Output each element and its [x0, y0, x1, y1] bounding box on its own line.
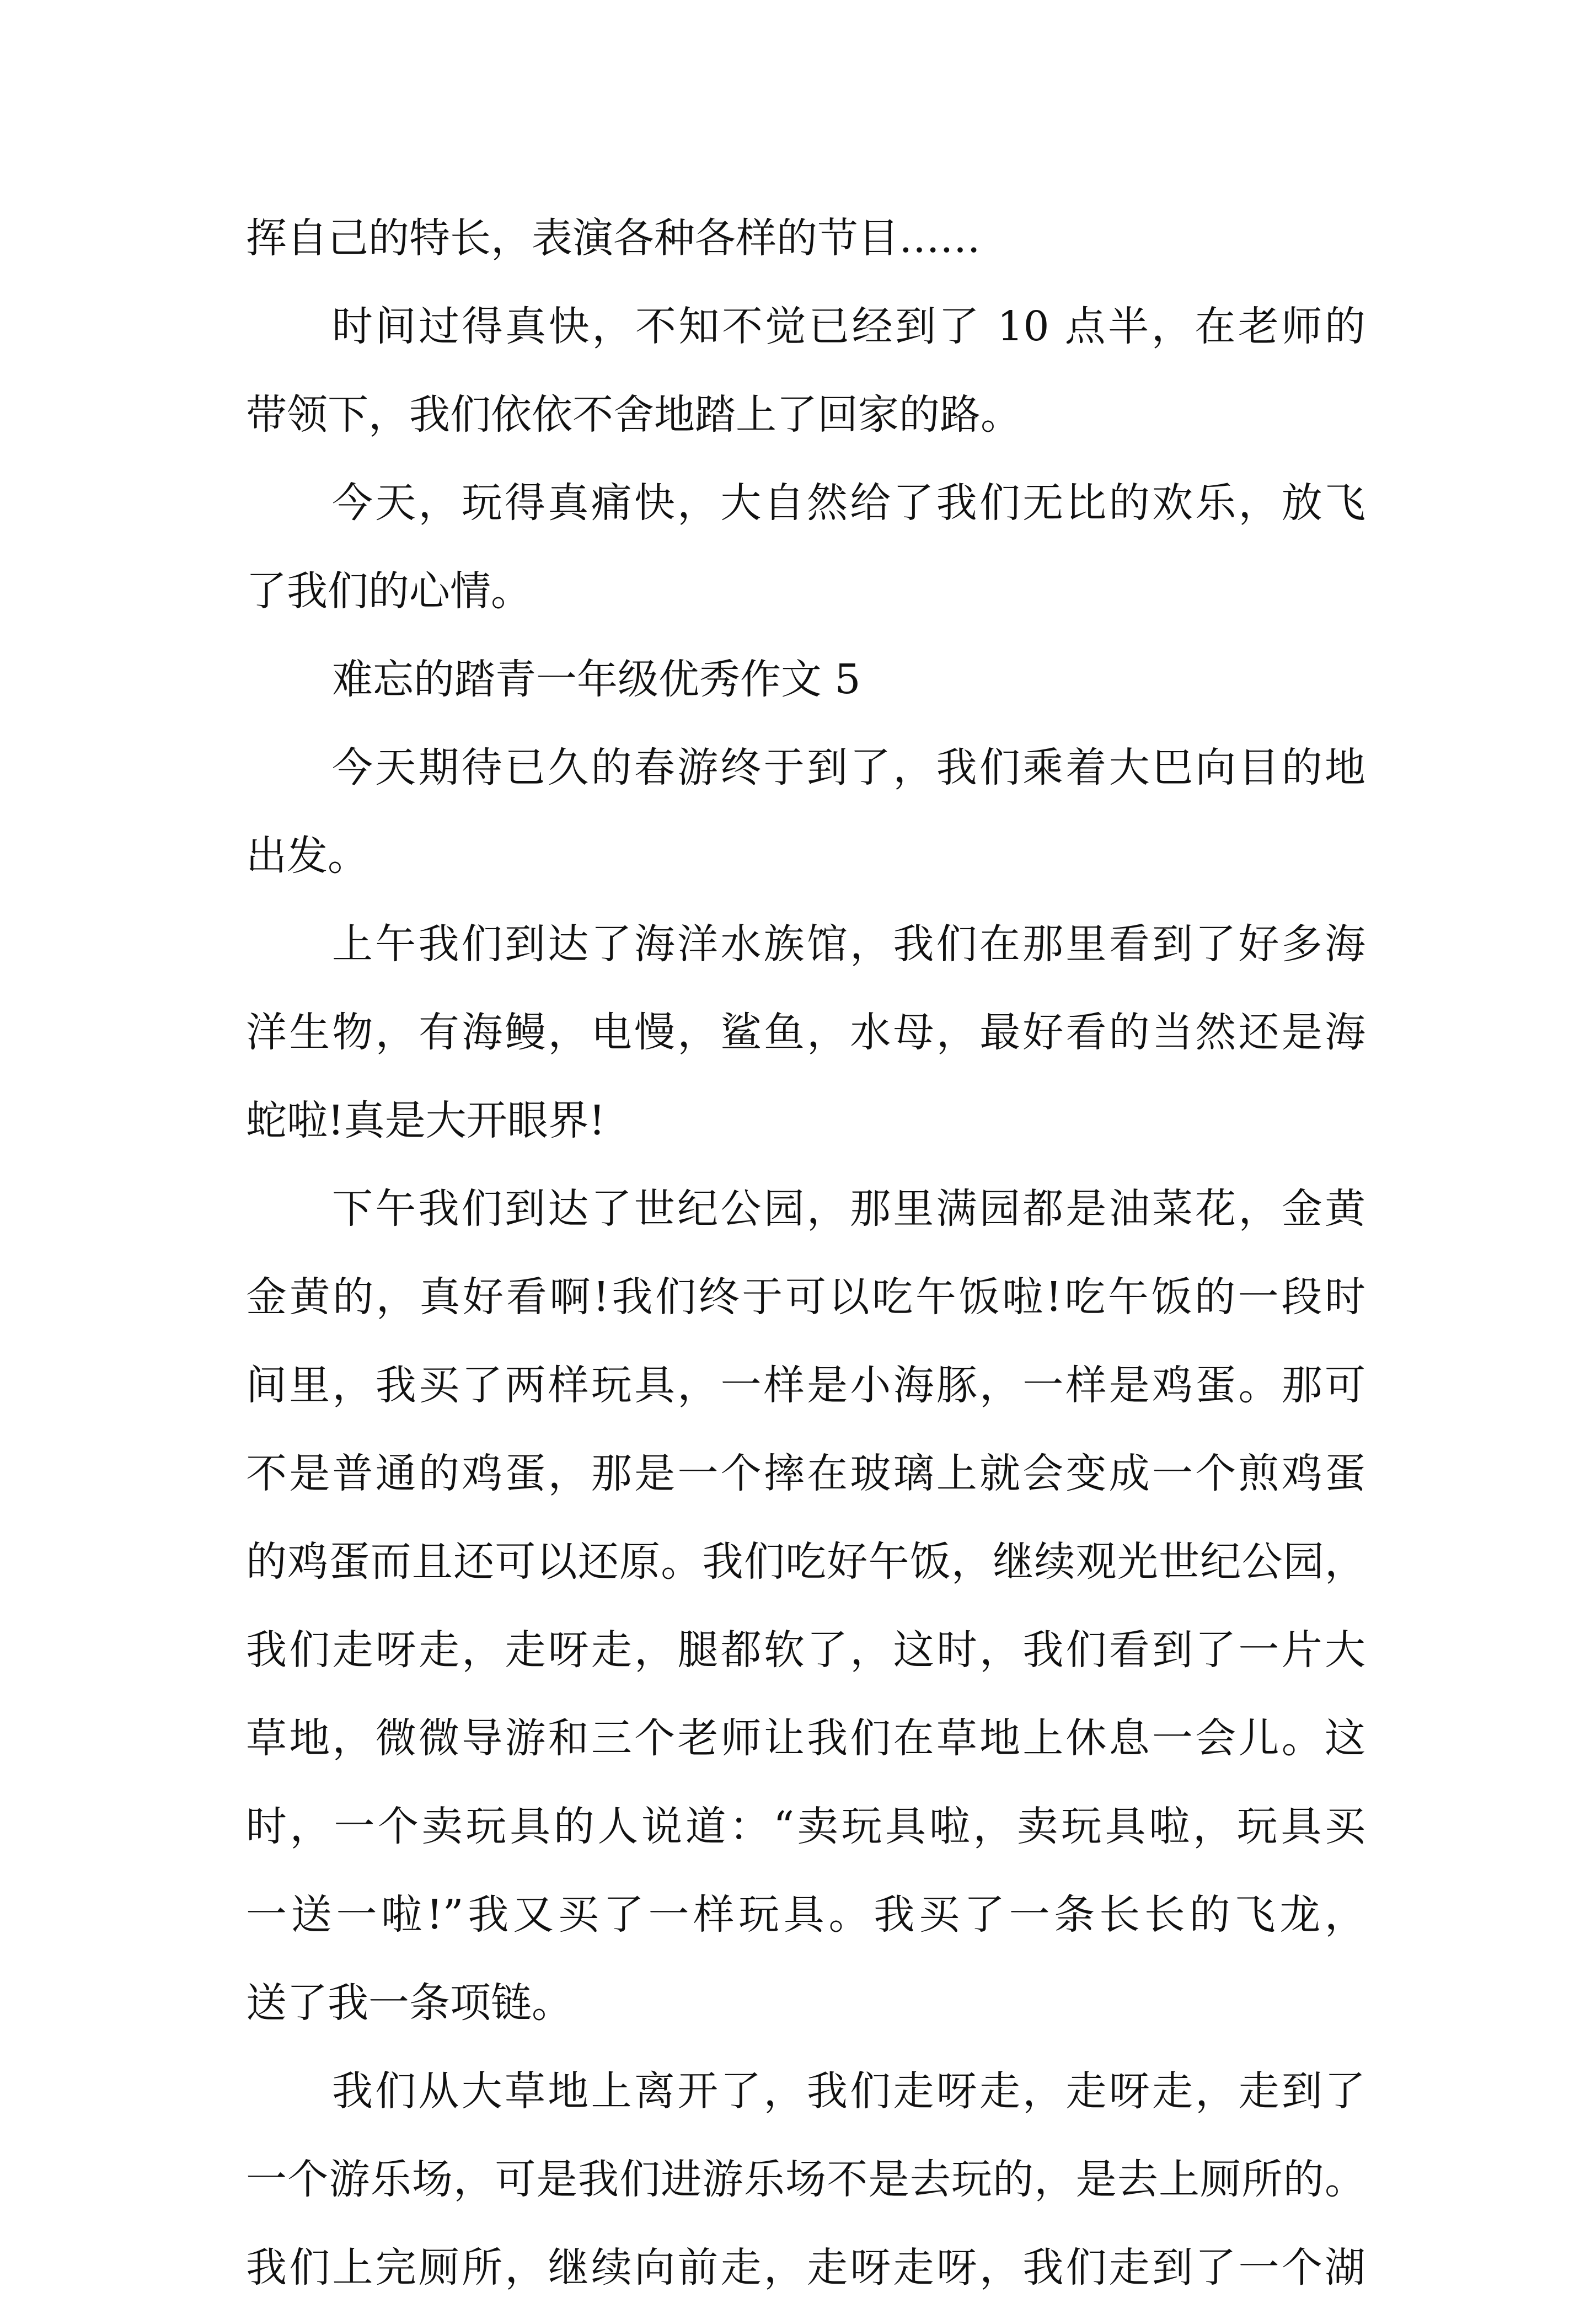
text-line: 一个游乐场，可是我们进游乐场不是去玩的，是去上厕所的。 — [246, 2156, 1365, 2203]
text-line: 我们走呀走，走呀走，腿都软了，这时，我们看到了一片大 — [246, 1626, 1365, 1674]
text-line: 了我们的心情。 — [246, 567, 532, 615]
text-line: 间里，我买了两样玩具，一样是小海豚，一样是鸡蛋。那可 — [246, 1362, 1365, 1409]
text-line: 洋生物，有海鳗，电慢，鲨鱼，水母，最好看的当然还是海 — [246, 1009, 1365, 1056]
text-line: 出发。 — [246, 832, 368, 880]
text-line: 金黄的，真好看啊!我们终于可以吃午饭啦!吃午饭的一段时 — [246, 1273, 1365, 1321]
text-line: 送了我一条项链。 — [246, 1979, 572, 2027]
text-line: 一送一啦!”我又买了一样玩具。我买了一条长长的飞龙， — [246, 1891, 1365, 1938]
text-line: 时间过得真快，不知不觉已经到了 10 点半，在老师的 — [332, 303, 1365, 350]
text-line: 蛇啦!真是大开眼界! — [246, 1097, 606, 1144]
text-line: 带领下，我们依依不舍地踏上了回家的路。 — [246, 391, 1021, 438]
text-line: 挥自己的特长，表演各种各样的节目…… — [246, 215, 981, 262]
text-line: 今天期待已久的春游终于到了，我们乘着大巴向目的地 — [332, 744, 1365, 791]
text-line: 不是普通的鸡蛋，那是一个摔在玻璃上就会变成一个煎鸡蛋 — [246, 1450, 1365, 1497]
text-line: 我们上完厕所，继续向前走，走呀走呀，我们走到了一个湖 — [246, 2244, 1365, 2291]
section-heading: 难忘的踏青一年级优秀作文 5 — [332, 656, 861, 703]
text-line: 上午我们到达了海洋水族馆，我们在那里看到了好多海 — [332, 920, 1365, 968]
text-line: 下午我们到达了世纪公园，那里满园都是油菜花，金黄 — [332, 1185, 1365, 1233]
text-line: 草地，微微导游和三个老师让我们在草地上休息一会儿。这 — [246, 1715, 1365, 1762]
text-line: 我们从大草地上离开了，我们走呀走，走呀走，走到了 — [332, 2067, 1365, 2115]
text-line: 时，一个卖玩具的人说道：“卖玩具啦，卖玩具啦，玩具买 — [246, 1803, 1365, 1850]
text-line: 的鸡蛋而且还可以还原。我们吃好午饭，继续观光世纪公园， — [246, 1538, 1365, 1585]
text-line: 今天，玩得真痛快，大自然给了我们无比的欢乐，放飞 — [332, 479, 1365, 527]
